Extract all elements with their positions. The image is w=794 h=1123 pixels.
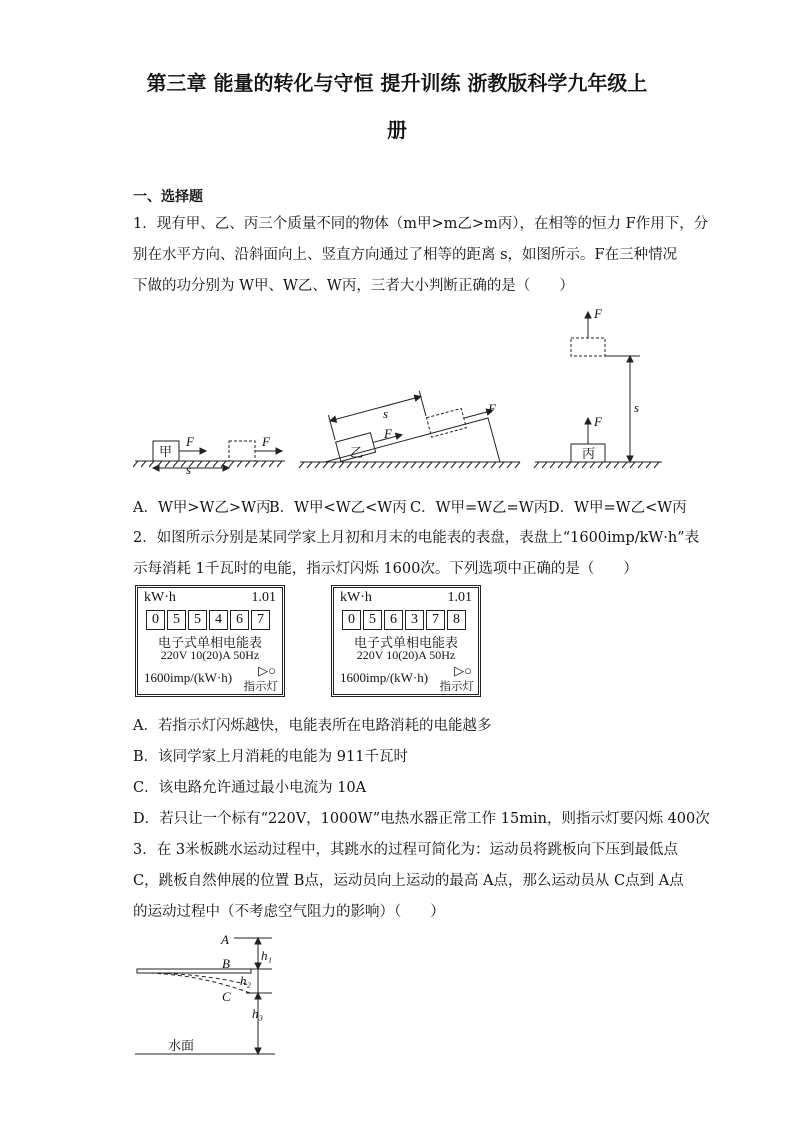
q2-text-line: 2．如图所示分别是某同学家上月初和月末的电能表的表盘，表盘上“1600imp/kW·h”表 <box>133 530 700 546</box>
q2-option-a[interactable]: A．若指示灯闪烁越快，电能表所在电路消耗的电能越多 <box>133 718 492 734</box>
q1-figure <box>0 300 794 485</box>
label-jia: 甲 <box>159 444 173 459</box>
svg-text:F: F <box>594 414 602 429</box>
svg-text:h₂: h₂ <box>240 973 252 988</box>
q1-option-a[interactable]: A．W甲>W乙>W丙 <box>133 500 271 516</box>
svg-text:s: s <box>634 400 640 415</box>
ground-hatch-1 <box>133 461 282 467</box>
meter-digits: 0 5 5 4 6 7 <box>146 610 272 630</box>
svg-text:h₁: h₁ <box>261 948 273 963</box>
q3-figure <box>0 925 794 1060</box>
meter-end-of-month: kW·h 1.01 0 5 6 3 7 8 电子式单相电能表 220V 10(20)A 50Hz ▷○ 1600imp/(kW·h) 指示灯 <box>331 585 481 697</box>
indicator-icon: ▷○ <box>454 663 472 678</box>
q1-option-c[interactable]: C．W甲=W乙=W丙 <box>410 500 549 516</box>
label-bing: 丙 <box>582 446 596 461</box>
meter-digits: 0 5 6 3 7 8 <box>342 610 468 630</box>
board-bent-curve <box>150 973 250 993</box>
block-jia-moved <box>229 441 255 461</box>
page-title-line1: 第三章 能量的转化与守恒 提升训练 浙教版科学九年级上 <box>146 71 648 95</box>
q3-text-line: 的运动过程中（不考虑空气阻力的影响）（ ） <box>133 904 445 920</box>
svg-text:B: B <box>222 956 230 971</box>
label-yi: 乙 <box>350 445 364 460</box>
q2-option-c[interactable]: C．该电路允许通过最小电流为 10A <box>133 780 367 796</box>
q1-text-line: 别在水平方向、沿斜面向上、竖直方向通过了相等的距离 s，如图所示。F在三种情况 <box>133 247 678 263</box>
q2-text-line: 示每消耗 1千瓦时的电能，指示灯闪烁 1600次。下列选项中正确的是（ ） <box>133 561 638 577</box>
q3-text-line: 3．在 3米板跳水运动过程中，其跳水的过程可简化为：运动员将跳板向下压到最低点 <box>133 842 679 858</box>
diving-board <box>137 969 251 973</box>
q1-option-d[interactable]: D．W甲=W乙<W丙 <box>548 500 687 516</box>
svg-text:F: F <box>594 306 602 321</box>
meter-start-of-month: kW·h 1.01 0 5 5 4 6 7 电子式单相电能表 220V 10(20)A 50Hz ▷○ 1600imp/(kW·h) 指示灯 <box>135 585 285 697</box>
q1-text-line: 下做的功分别为 W甲、W乙、W丙，三者大小判断正确的是（ ） <box>133 278 574 294</box>
q2-option-b[interactable]: B．该同学家上月消耗的电能为 911千瓦时 <box>133 749 408 765</box>
page-title-line2: 册 <box>387 118 407 142</box>
svg-text:A: A <box>221 932 229 947</box>
svg-text:F: F <box>186 434 194 449</box>
q1-option-b[interactable]: B．W甲<W乙<W丙 <box>269 500 407 516</box>
svg-text:h₃: h₃ <box>252 1006 264 1021</box>
section-heading: 一、选择题 <box>133 189 203 205</box>
svg-text:C: C <box>222 989 231 1004</box>
svg-text:s: s <box>186 462 192 477</box>
svg-text:F: F <box>384 426 392 441</box>
q3-text-line: C，跳板自然伸展的位置 B点，运动员向上运动的最高 A点，那么运动员从 C点到 A点 <box>133 873 684 889</box>
block-bing-moved <box>571 338 605 356</box>
svg-text:s: s <box>383 406 389 421</box>
q2-option-d[interactable]: D．若只让一个标有“220V，1000W”电热水器正常工作 15min，则指示灯要闪烁 400次 <box>133 811 710 827</box>
indicator-icon: ▷○ <box>258 663 276 678</box>
svg-text:F: F <box>488 401 496 416</box>
water-label: 水面 <box>168 1038 195 1053</box>
svg-text:F: F <box>262 434 270 449</box>
q1-text-line: 1．现有甲、乙、丙三个质量不同的物体（m甲>m乙>m丙），在相等的恒力 F作用下，分 <box>133 216 709 232</box>
